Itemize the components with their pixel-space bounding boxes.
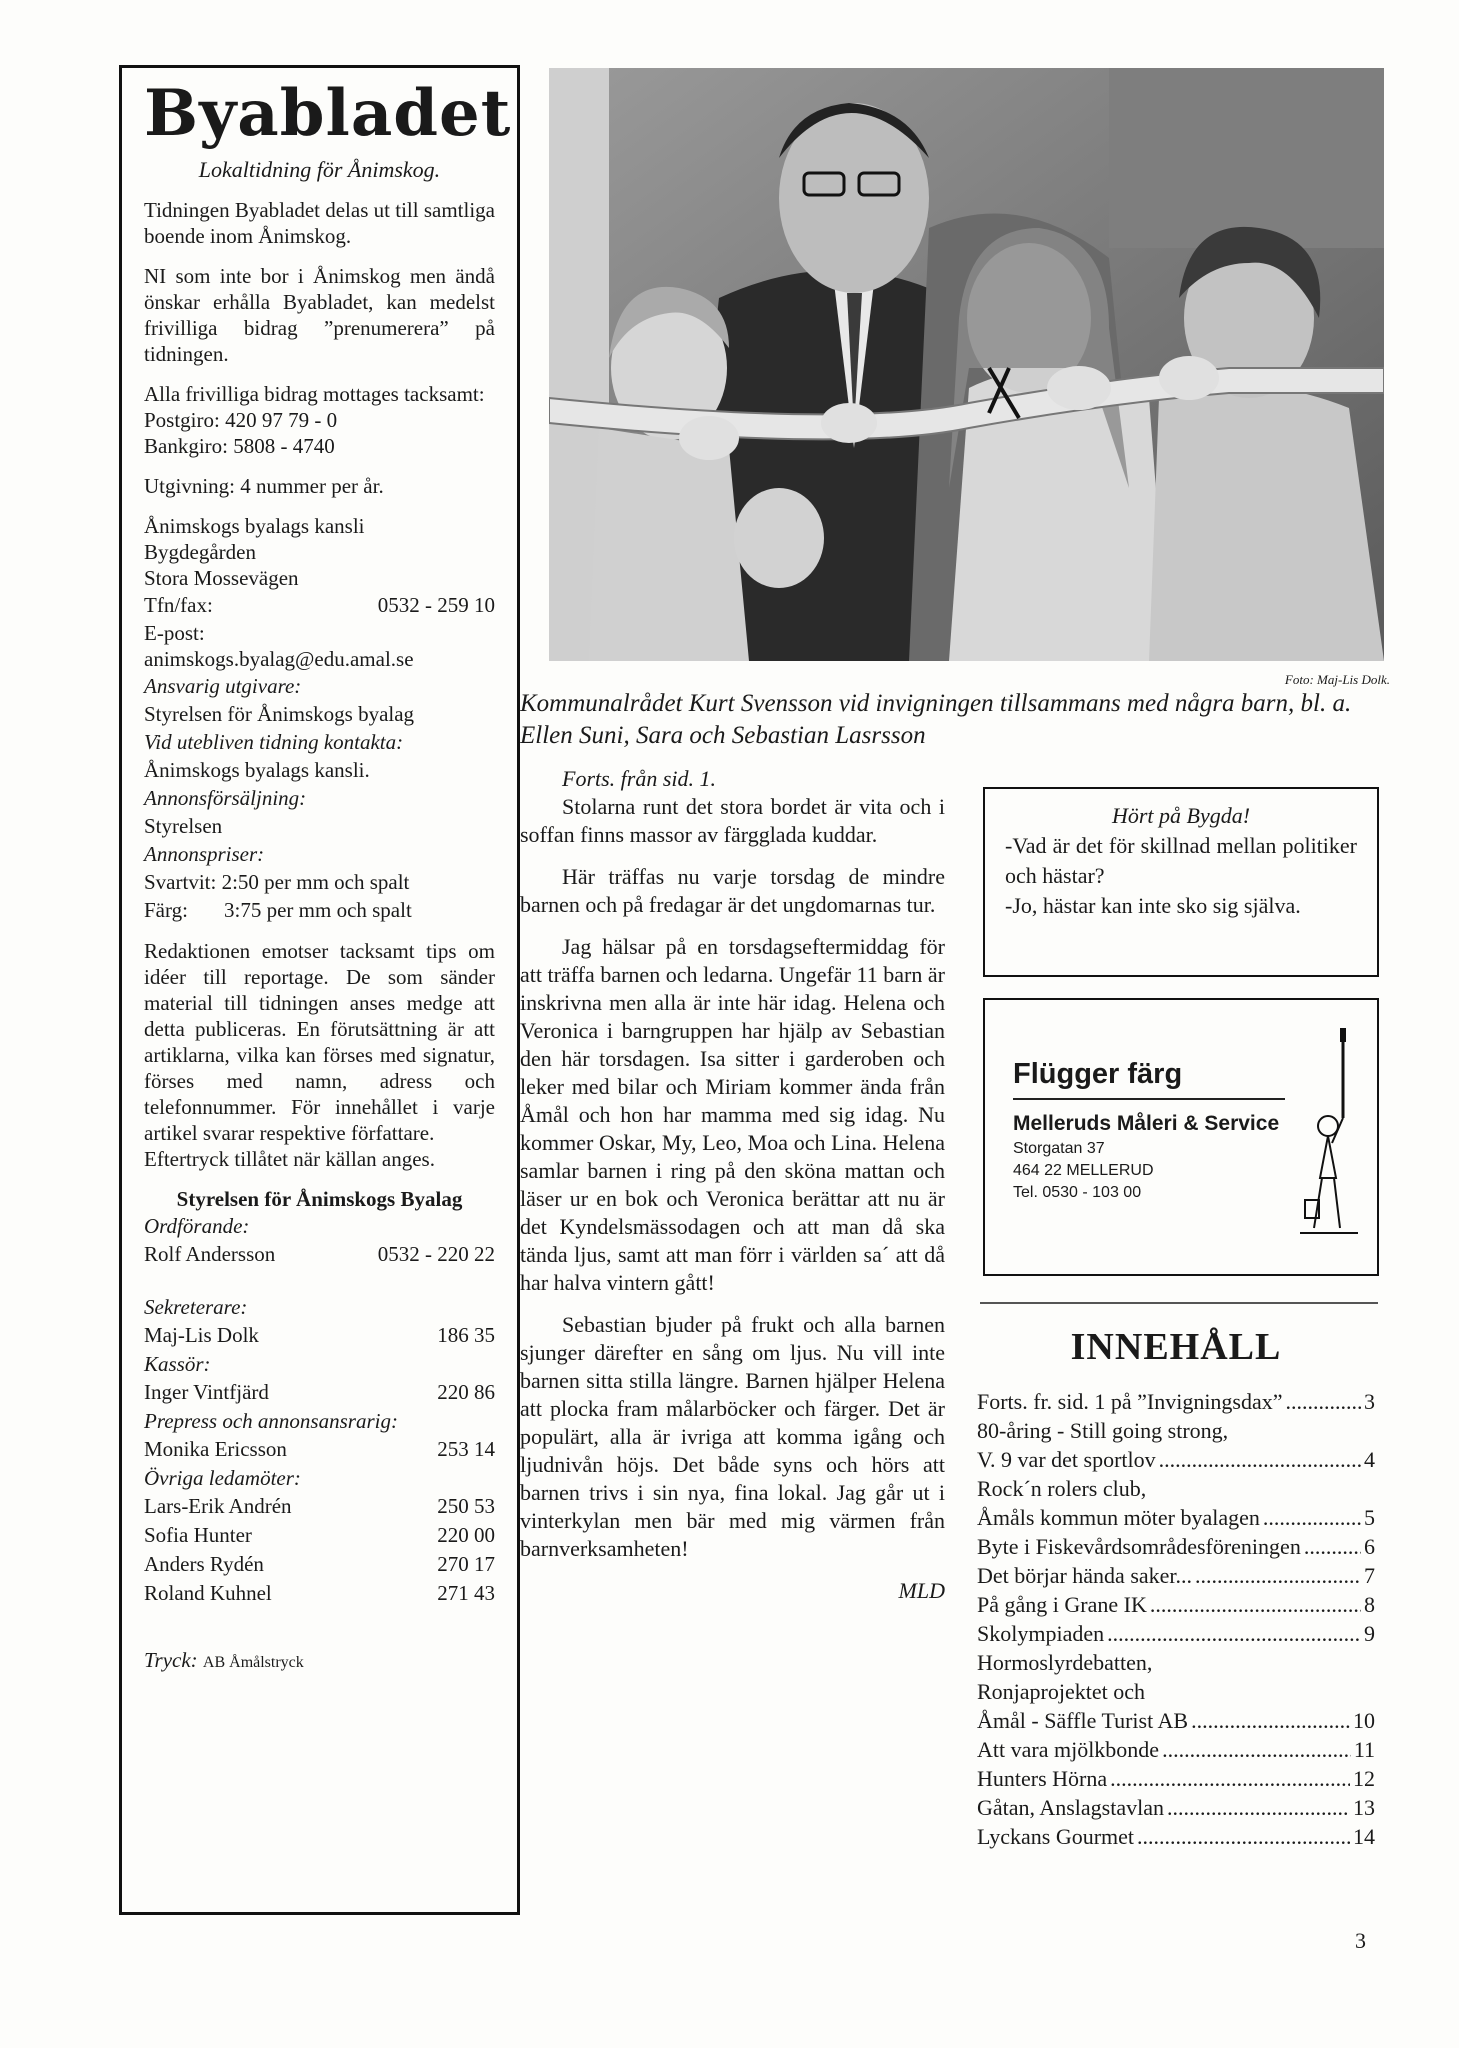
page-number: 3	[1355, 1928, 1366, 1953]
kansli-line: Ånimskogs byalags kansli	[144, 514, 365, 538]
ovriga-row	[144, 1521, 495, 1550]
bankgiro: Bankgiro: 5808 - 4740	[144, 434, 335, 458]
kassor-row	[144, 1378, 495, 1407]
utebliven-value: Ånimskogs byalags kansli.	[144, 758, 370, 782]
intro-paragraph: Tidningen Byabladet delas ut till samtliga boende inom Ånimskog.	[144, 198, 495, 248]
toc-item[interactable]: Åmåls kommun möter byalagen ..... 5	[977, 1503, 1375, 1532]
donation-paragraph: Alla frivilliga bidrag mottages tacksamt:	[144, 382, 485, 406]
ad-city: 464 22 MELLERUD	[1013, 1162, 1154, 1179]
member-name: Rolf Andersson	[144, 1242, 276, 1266]
ordforande-label: Ordförande:	[144, 1214, 250, 1238]
member-phone: 0532 - 220 22	[377, 1242, 495, 1266]
photo-caption: Kommunalrådet Kurt Svensson vid invigningen tillsammans med några barn, bl. a. Ellen Suni, Sara och Sebastian Lasrsson	[520, 690, 1352, 749]
masthead-title: Byabladet	[144, 76, 512, 151]
member-name: Inger Vintfjärd	[144, 1380, 269, 1404]
toc-item[interactable]: 80-åring - Still going strong,	[977, 1418, 1229, 1443]
hort-line: -Jo, hästar kan inte sko sig själva.	[1005, 893, 1301, 918]
article-signature: MLD	[898, 1578, 945, 1603]
member-phone: 271 43	[437, 1581, 495, 1605]
ovriga-row	[144, 1550, 495, 1579]
member-phone: 220 86	[437, 1380, 495, 1404]
hort-pa-bygda-box	[983, 787, 1379, 977]
annonsforsaljning-label: Annonsförsäljning:	[144, 786, 307, 810]
toc-item[interactable]: På gång i Grane IK ..... 8	[977, 1590, 1375, 1619]
hort-title: Hört på Bygda!	[1111, 803, 1251, 828]
member-phone: 253 14	[437, 1437, 495, 1461]
article-paragraph: Jag hälsar på en torsdagseftermiddag för att träffa barnen och ledarna. Ungefär 11 barn är inskrivna men alla är inte här idag. Helena och Veronica i barngruppen har hjälp av Sebastian den här torsdagen. Isa sitter i garderoben och leker med bilar och Miriam kommer ända från Åmål och hon har mamma med sig idag. Nu kommer Oskar, My, Leo, Moa och Lina. Helena samlar barnen i ring på den sköna mattan och läser ur en bok och Veronica berättar att nu är det Kyndelsmässodagen och att man då ska tända ljus, samt att man förr i världen sa´ att då har halva vintern gått!	[520, 934, 945, 1295]
toc-item[interactable]: Gåtan, Anslagstavlan ..... 13	[977, 1793, 1375, 1822]
member-name: Roland Kuhnel	[144, 1581, 272, 1605]
member-phone: 270 17	[437, 1552, 495, 1576]
annonsforsaljning-value: Styrelsen	[144, 814, 223, 838]
kansli-line: Bygdegården	[144, 540, 256, 564]
ad-brand: Flügger färg	[1013, 1058, 1183, 1090]
ad-divider	[1013, 1098, 1285, 1100]
tryck-label: Tryck:	[144, 1648, 198, 1672]
member-name: Maj-Lis Dolk	[144, 1323, 259, 1347]
ansvarig-value: Styrelsen för Ånimskogs byalag	[144, 702, 415, 726]
sekreterare-row	[144, 1321, 495, 1350]
ad-tel: Tel. 0530 - 103 00	[1013, 1184, 1142, 1201]
table-of-contents	[977, 1325, 1375, 1851]
photo-illustration	[549, 68, 1384, 661]
article-paragraph: Sebastian bjuder på frukt och alla barnen sjunger därefter en sång om ljus. Nu vill inte barnen sitta stilla längre. Barnen hjälper Helena att plocka fram målarböcker och färger. Det är populärt, alla är ivriga att komma igång och ljudnivån höjs. Det både syns och hörs att barnen trivs i sin nya, fina lokal. Jag går ut i vinterkylan men bär med mig värmen från barnverksamheten!	[520, 1312, 945, 1561]
epost-label: E-post:	[144, 621, 205, 645]
toc-item[interactable]: V. 9 var det sportlov ..... 4	[977, 1445, 1375, 1474]
member-name: Lars-Erik Andrén	[144, 1494, 292, 1518]
ovriga-row	[144, 1492, 495, 1521]
redaktionen-paragraph: Redaktionen emotser tacksamt tips om idéer till reportage. De som sänder material till tidningen anses medge att detta publiceras. En förutsättning är att artiklarna, vilka kan förses med signatur, förses med namn, adress och telefonnummer. För innehållet i varje artikel svarar respektive författare.	[144, 939, 495, 1145]
tfn-row	[144, 591, 495, 620]
ad-street: Storgatan 37	[1013, 1140, 1105, 1157]
toc-item[interactable]: Åmål - Säffle Turist AB ..... 10	[977, 1706, 1375, 1735]
masthead-subtitle: Lokaltidning för Ånimskog.	[198, 157, 441, 182]
epost-value[interactable]: animskogs.byalag@edu.amal.se	[144, 647, 414, 671]
toc-item[interactable]: Ronjaprojektet och	[977, 1679, 1146, 1704]
ad-company: Melleruds Måleri & Service	[1013, 1112, 1280, 1135]
article-paragraph: Stolarna runt det stora bordet är vita och i soffan finns massor av färgglada kuddar.	[520, 794, 945, 847]
member-name: Sofia Hunter	[144, 1523, 252, 1547]
hort-line: -Vad är det för skillnad mellan politiker och hästar?	[1005, 833, 1357, 888]
toc-item[interactable]: Rock´n rolers club,	[977, 1476, 1147, 1501]
toc-item[interactable]: Hormoslyrdebatten,	[977, 1650, 1153, 1675]
member-phone: 220 00	[437, 1523, 495, 1547]
tfn-label: Tfn/fax:	[144, 593, 213, 617]
toc-item[interactable]: Hunters Hörna ..... 12	[977, 1764, 1375, 1793]
styrelsen-heading: Styrelsen för Ånimskogs Byalag	[176, 1187, 463, 1211]
sekreterare-label: Sekreterare:	[144, 1295, 248, 1319]
member-name: Anders Rydén	[144, 1552, 264, 1576]
member-name: Monika Ericsson	[144, 1437, 287, 1461]
farg-price: Färg: 3:75 per mm och spalt	[144, 898, 412, 922]
ovriga-label: Övriga ledamöter:	[144, 1466, 301, 1490]
kansli-line: Stora Mossevägen	[144, 566, 299, 590]
postgiro: Postgiro: 420 97 79 - 0	[144, 408, 338, 432]
tryck-value: AB Åmålstryck	[202, 1654, 304, 1671]
toc-item[interactable]: Lyckans Gourmet ..... 14	[977, 1822, 1375, 1851]
kassor-label: Kassör:	[144, 1352, 211, 1376]
ribbon-cutting-photo	[549, 68, 1384, 661]
member-phone: 186 35	[437, 1323, 495, 1347]
annonspriser-label: Annonspriser:	[144, 842, 265, 866]
toc-divider	[980, 1302, 1378, 1304]
flugger-ad[interactable]	[983, 998, 1379, 1276]
toc-item[interactable]: Byte i Fiskevårdsområdesföreningen ..... 6	[977, 1532, 1375, 1561]
svartvit-price: Svartvit: 2:50 per mm och spalt	[144, 870, 410, 894]
toc-item[interactable]: Forts. fr. sid. 1 på ”Invigningsdax” ..... 3	[977, 1387, 1375, 1416]
ovriga-row	[144, 1579, 495, 1608]
toc-item[interactable]: Att vara mjölkbonde ..... 11	[977, 1735, 1375, 1764]
utebliven-label: Vid utebliven tidning kontakta:	[144, 730, 404, 754]
toc-item[interactable]: Skolympiaden ..... 9	[977, 1619, 1375, 1648]
ordforande-row	[144, 1240, 495, 1269]
prepress-label: Prepress och annonsansrarig:	[144, 1409, 398, 1433]
toc-item[interactable]: Det börjar hända saker... ..... 7	[977, 1561, 1375, 1590]
ansvarig-label: Ansvarig utgivare:	[144, 674, 302, 698]
article-paragraph: Här träffas nu varje torsdag de mindre barnen och på fredagar är det ungdomarnas tur.	[520, 864, 945, 917]
tryck-line	[144, 1648, 495, 1673]
photo-credit: Foto: Maj-Lis Dolk.	[1284, 672, 1390, 687]
toc-title: INNEHÅLL	[1070, 1326, 1282, 1368]
eftertryck: Eftertryck tillåtet när källan anges.	[144, 1147, 435, 1171]
subscription-paragraph: NI som inte bor i Ånimskog men ändå önskar erhålla Byabladet, kan medelst frivilliga bidrag ”prenumerera” på tidningen.	[144, 264, 495, 366]
masthead-box	[119, 65, 520, 1915]
article-forts: Forts. från sid. 1.	[562, 766, 717, 791]
utgivning: Utgivning: 4 nummer per år.	[144, 474, 384, 498]
member-phone: 250 53	[437, 1494, 495, 1518]
article-column	[520, 765, 945, 1605]
prepress-row	[144, 1435, 495, 1464]
painter-icon	[1300, 1028, 1362, 1243]
tfn-value: 0532 - 259 10	[377, 593, 495, 617]
